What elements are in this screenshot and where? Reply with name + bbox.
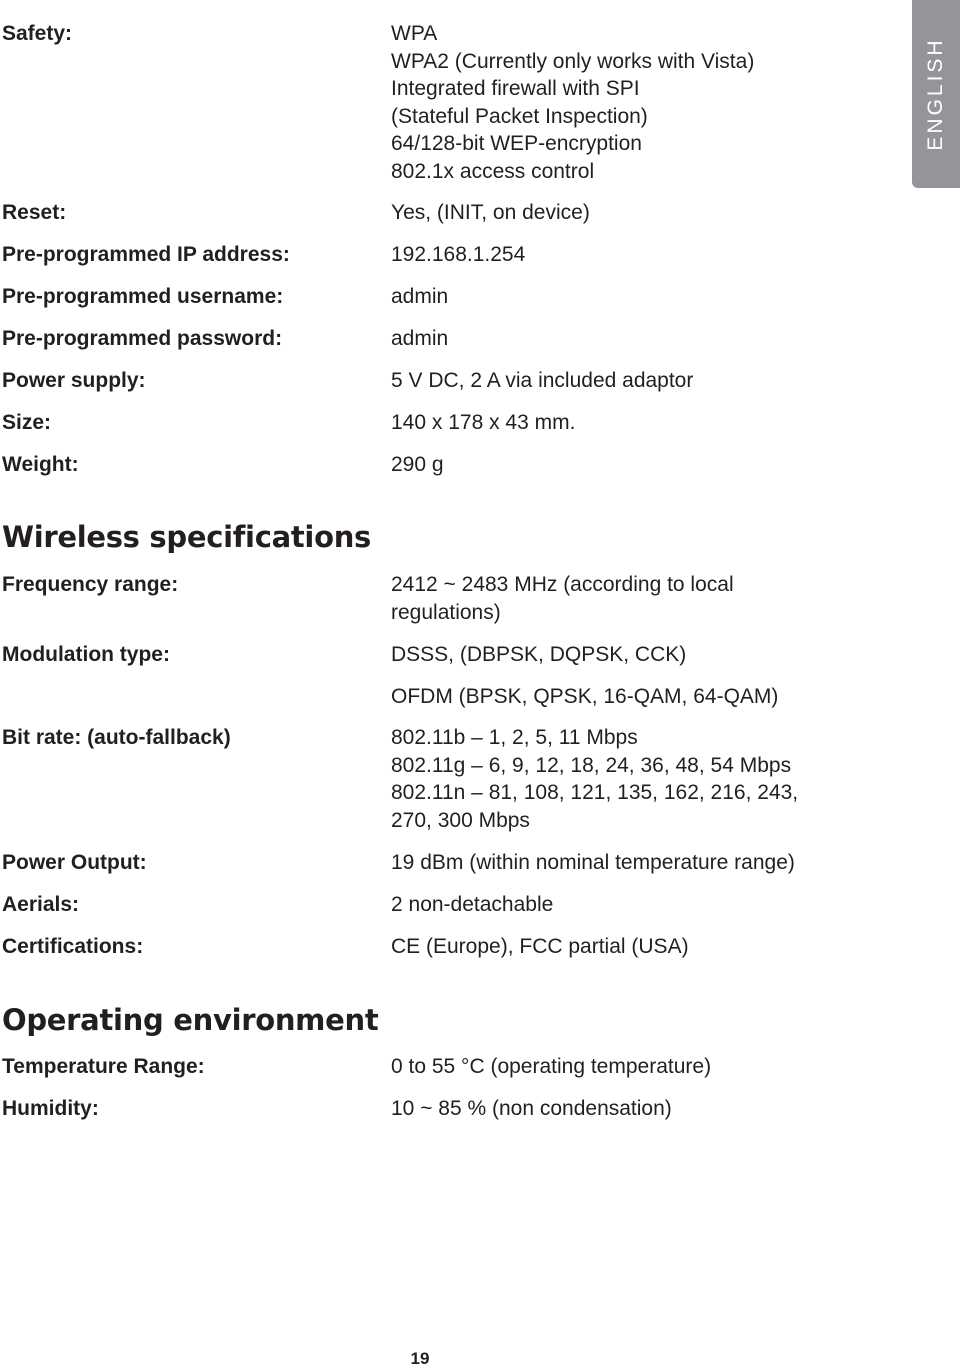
spec-value: [391, 241, 525, 269]
spec-value-line: 290 g: [391, 453, 444, 476]
spec-value: [391, 409, 575, 437]
spec-value: [391, 849, 795, 877]
spec-value-line: 64/128-bit WEP-encryption: [391, 132, 642, 155]
spec-value: [391, 367, 693, 395]
spec-label: Pre-programmed username:: [2, 285, 284, 308]
spec-value: [391, 283, 448, 311]
spec-label: Humidity:: [2, 1097, 99, 1120]
spec-value-line: (Stateful Packet Inspection): [391, 104, 648, 128]
spec-value-line: 802.11b – 1, 2, 5, 11 Mbps: [391, 726, 638, 749]
spec-value-line: CE (Europe), FCC partial (USA): [391, 935, 689, 958]
spec-label: Certifications:: [2, 935, 144, 958]
spec-label: Pre-programmed IP address:: [2, 243, 290, 266]
spec-value-line: Integrated firewall with SPI: [391, 77, 640, 100]
spec-label: Power Output:: [2, 851, 147, 874]
spec-value-line: admin: [391, 327, 449, 350]
spec-value: [391, 641, 686, 669]
environment-heading: Operating environment: [2, 1003, 379, 1037]
spec-value-line: 2 non-detachable: [391, 893, 554, 916]
spec-label: Modulation type:: [2, 643, 170, 666]
spec-label: Safety:: [2, 22, 73, 45]
spec-label: Aerials:: [2, 893, 80, 916]
spec-value-line: admin: [391, 285, 449, 308]
spec-value: [391, 1095, 672, 1123]
spec-value-line: 192.168.1.254: [391, 243, 526, 266]
spec-value-line: WPA2 (Currently only works with Vista): [391, 49, 755, 73]
language-tab: [912, 0, 960, 188]
spec-value-line: 802.1x access control: [391, 159, 595, 183]
spec-value: [391, 683, 778, 711]
spec-value: [391, 891, 553, 919]
spec-label: Reset:: [2, 201, 67, 224]
page-number: 19: [410, 1349, 430, 1368]
spec-value: [391, 325, 448, 353]
spec-value: [391, 1053, 711, 1081]
spec-label: Weight:: [2, 453, 79, 476]
spec-value-line: 140 x 178 x 43 mm.: [391, 411, 576, 434]
spec-label: Pre-programmed password:: [2, 327, 283, 350]
spec-value-line: 2412 ~ 2483 MHz (according to local: [391, 573, 734, 596]
spec-value-line: 802.11g – 6, 9, 12, 18, 24, 36, 48, 54 Mbps: [391, 753, 792, 777]
spec-value: [391, 933, 689, 961]
spec-value-line: 0 to 55 °C (operating temperature): [391, 1055, 712, 1078]
wireless-heading: Wireless specifications: [2, 520, 371, 554]
spec-value-line: 19 dBm (within nominal temperature range): [391, 851, 795, 874]
spec-value-line: WPA: [391, 22, 438, 45]
spec-value: [391, 199, 590, 227]
spec-value: [391, 724, 798, 834]
spec-value: [391, 20, 754, 185]
spec-value-line: Yes, (INIT, on device): [391, 201, 590, 224]
spec-value-line: regulations): [391, 600, 501, 624]
spec-value-line: OFDM (BPSK, QPSK, 16-QAM, 64-QAM): [391, 685, 779, 708]
spec-label: Frequency range:: [2, 573, 179, 596]
spec-value-line: 270, 300 Mbps: [391, 808, 530, 832]
spec-value-line: 10 ~ 85 % (non condensation): [391, 1097, 672, 1120]
spec-label: Size:: [2, 411, 52, 434]
spec-label: Power supply:: [2, 369, 146, 392]
spec-value-line: 802.11n – 81, 108, 121, 135, 162, 216, 243,: [391, 781, 799, 804]
spec-label: Bit rate: (auto-fallback): [2, 726, 231, 749]
spec-value-line: DSSS, (DBPSK, DQPSK, CCK): [391, 643, 687, 666]
spec-value: [391, 451, 444, 479]
spec-label: Temperature Range:: [2, 1055, 205, 1078]
spec-value-line: 5 V DC, 2 A via included adaptor: [391, 369, 694, 392]
spec-value: [391, 571, 734, 626]
language-tab-label: ENGLISH: [924, 37, 947, 151]
